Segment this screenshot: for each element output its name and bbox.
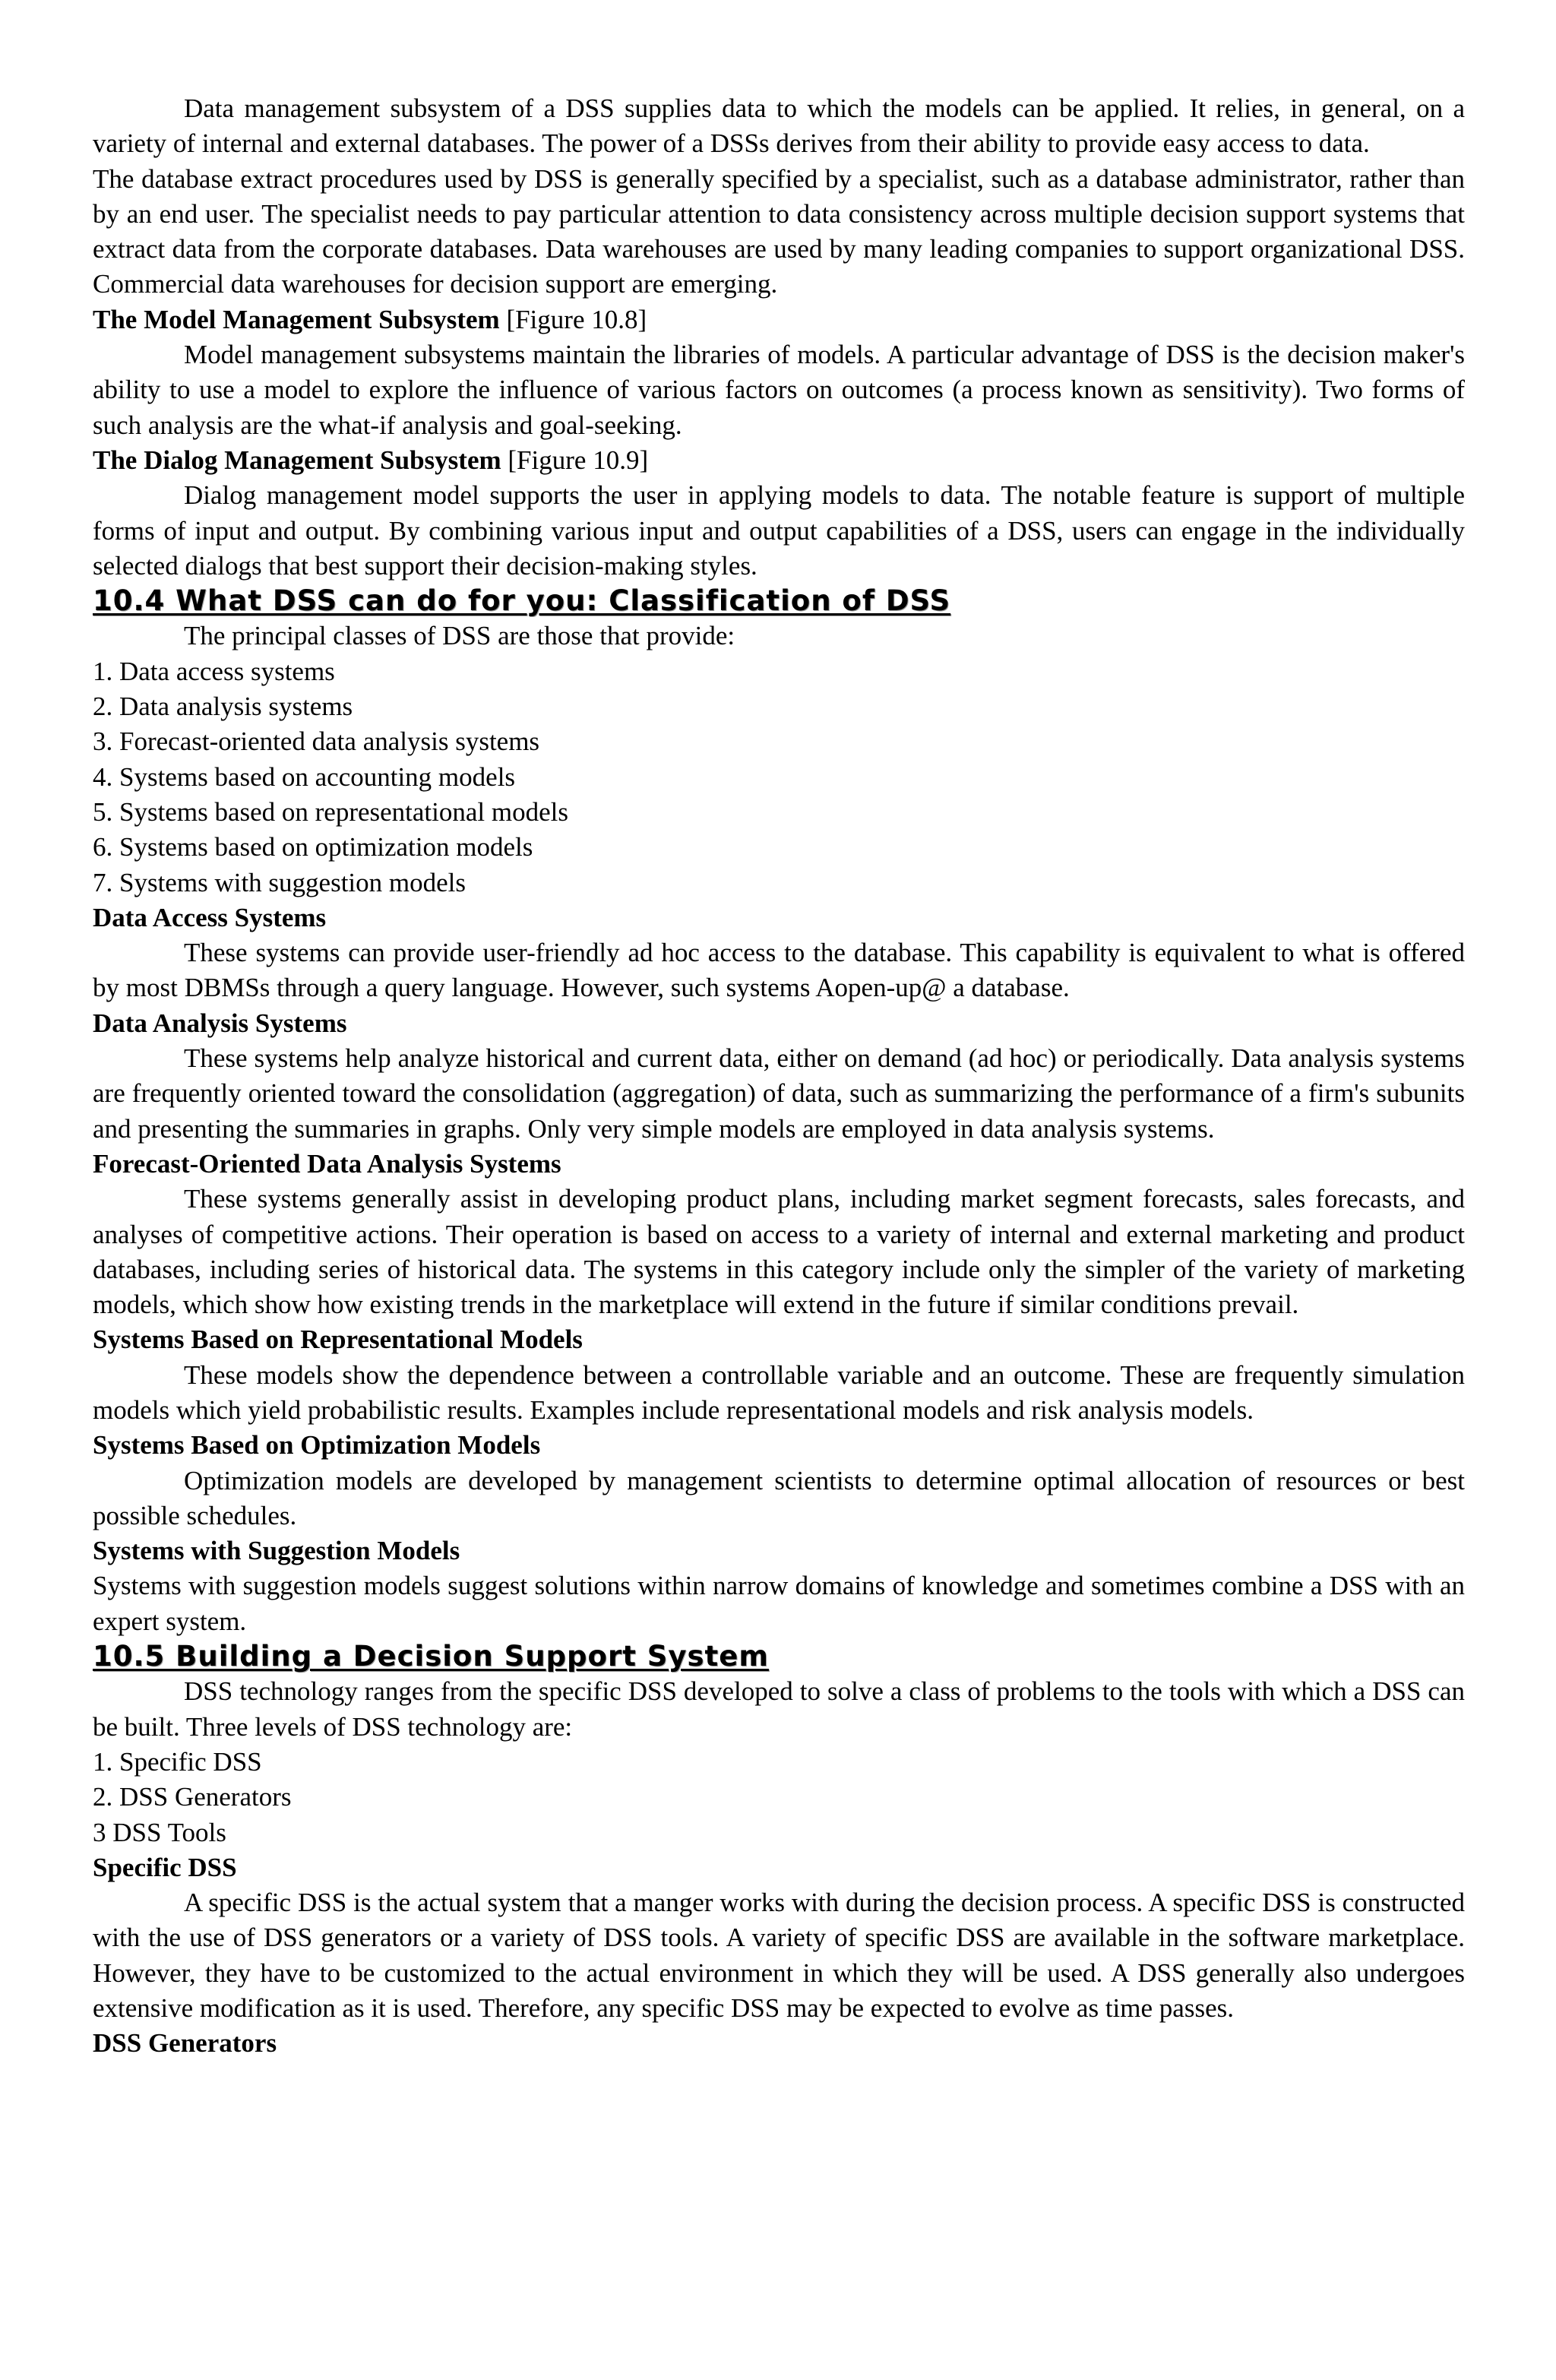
data-analysis-paragraph: These systems help analyze historical and current data, either on demand (ad hoc) or periodically. Data analysis systems are frequently oriented toward the consolidation (aggregation) of data, such as summarizing the performance of a firm's subunits and presenting the summaries in graphs. Only very simple models are employed in data analysis systems. xyxy=(93,1043,1465,1144)
representational-paragraph: These models show the dependence between a controllable variable and an outcome. These are frequently simulation models which yield probabilistic results. Examples include representational models and risk analysis models. xyxy=(93,1359,1465,1425)
forecast-paragraph: These systems generally assist in developing product plans, including market segment forecasts, sales forecasts, and analyses of competitive actions. Their operation is based on access to a variety of internal and external marketing and product databases, including series of historical data. The systems in this category include only the simpler of the variety of marketing models, which show how existing trends in the marketplace will extend in the future if similar conditions prevail. xyxy=(93,1184,1465,1320)
list-item: 5. Systems based on representational models xyxy=(93,796,568,827)
list-item: 1. Data access systems xyxy=(93,656,335,686)
list-item: 2. DSS Generators xyxy=(93,1782,292,1812)
model-management-heading xyxy=(93,302,1465,337)
dialog-management-paragraph: Dialog management model supports the user in applying models to data. The notable feature is support of multiple forms of input and output. By combining various input and output capabilities of a DSS, users can engage in the individually selected dialogs that best support their decision-making styles. xyxy=(93,480,1465,581)
list-item: 4. Systems based on accounting models xyxy=(93,761,516,792)
dialog-management-heading-text: The Dialog Management Subsystem xyxy=(93,445,501,475)
specific-dss-paragraph: A specific DSS is the actual system that a manger works with during the decision process. A specific DSS is constructed with the use of DSS generators or a variety of DSS tools. A variety of specific DSS are available in the software marketplace. However, they have to be customized to the actual environment in which they will be used. A DSS generally also undergoes extensive modification as it is used. Therefore, any specific DSS may be expected to evolve as time passes. xyxy=(93,1888,1465,2024)
building-intro: DSS technology ranges from the specific DSS developed to solve a class of problems to the tools with which a DSS can be built. Three levels of DSS technology are: xyxy=(93,1676,1465,1742)
suggestion-heading: Systems with Suggestion Models xyxy=(93,1536,460,1566)
specific-dss-heading: Specific DSS xyxy=(93,1852,237,1882)
list-item: 3 DSS Tools xyxy=(93,1817,226,1847)
list-item: 6. Systems based on optimization models xyxy=(93,832,533,862)
classification-intro: The principal classes of DSS are those that provide: xyxy=(184,621,735,651)
forecast-heading: Forecast-Oriented Data Analysis Systems xyxy=(93,1148,561,1179)
section-10-5-title: 10.5 Building a Decision Support System xyxy=(93,1640,769,1673)
model-management-heading-text: The Model Management Subsystem xyxy=(93,304,500,334)
optimization-heading: Systems Based on Optimization Models xyxy=(93,1430,541,1461)
figure-ref-10-9: [Figure 10.9] xyxy=(508,445,649,475)
optimization-paragraph: Optimization models are developed by management scientists to determine optimal allocation of resources or best possible schedules. xyxy=(93,1465,1465,1530)
list-item: 2. Data analysis systems xyxy=(93,692,353,722)
list-item: 3. Forecast-oriented data analysis systems xyxy=(93,726,540,757)
model-management-paragraph: Model management subsystems maintain the libraries of models. A particular advantage of DSS is the decision maker's ability to use a model to explore the influence of various factors on outcomes (a process known as sensitivity). Two forms of such analysis are the what-if analysis and goal-seeking. xyxy=(93,340,1465,440)
representational-heading: Systems Based on Representational Models xyxy=(93,1325,583,1355)
figure-ref-10-8: [Figure 10.8] xyxy=(506,304,647,334)
data-analysis-heading: Data Analysis Systems xyxy=(93,1008,347,1038)
suggestion-paragraph: Systems with suggestion models suggest solutions within narrow domains of knowledge and sometimes combine a DSS with an expert system. xyxy=(93,1571,1465,1636)
data-access-paragraph: These systems can provide user-friendly ad hoc access to the database. This capability is equivalent to what is offered by most DBMSs through a query language. However, such systems Aopen-up@ a database. xyxy=(93,938,1465,1003)
section-10-4-title: 10.4 What DSS can do for you: Classification of DSS xyxy=(93,584,951,618)
dss-generators-heading: DSS Generators xyxy=(93,2028,277,2059)
intro-paragraph-1: Data management subsystem of a DSS supplies data to which the models can be applied. It relies, in general, on a variety of internal and external databases. The power of a DSSs derives from their ability to provide easy access to data. xyxy=(93,93,1465,159)
list-item: 1. Specific DSS xyxy=(93,1746,262,1777)
intro-paragraph-2: The database extract procedures used by DSS is generally specified by a specialist, such as a database administrator, rather than by an end user. The specialist needs to pay particular attention to data consistency across multiple decision support systems that extract data from the corporate databases. Data warehouses are used by many leading companies to support organizational DSS. Commercial data warehouses for decision support are emerging. xyxy=(93,163,1465,299)
list-item: 7. Systems with suggestion models xyxy=(93,867,466,897)
data-access-heading: Data Access Systems xyxy=(93,902,327,932)
dialog-management-heading xyxy=(93,443,1465,478)
